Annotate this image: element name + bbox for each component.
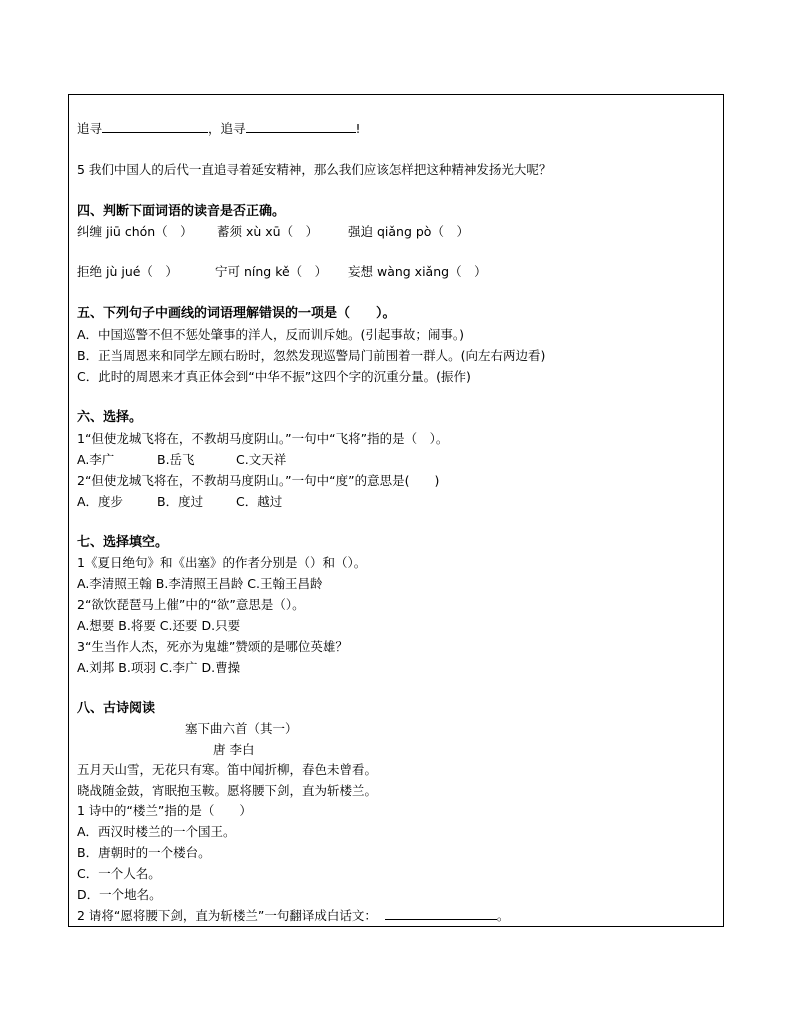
option-c: C．此时的周恩来才真正体会到“中华不振”这四个字的沉重分量。(振作) (77, 369, 471, 384)
pursuit-line (77, 119, 361, 138)
s6-question-2: 2“但使龙城飞将在，不教胡马度阴山。”一句中“度”的意思是( ) (77, 473, 440, 488)
pinyin-item: 纠缠 jiū chón（ ） (77, 224, 193, 239)
choice: C．越过 (236, 494, 283, 509)
s8-option-b: B．唐朝时的一个楼台。 (77, 845, 211, 860)
pinyin-item: 宁可 níng kě（ ） (215, 264, 328, 279)
translate-prompt: 2 请将“愿将腰下剑，直为斩楼兰”一句翻译成白话文： (77, 908, 377, 923)
s8-option-a: A．西汉时楼兰的一个国王。 (77, 824, 236, 839)
option-b: B．正当周恩来和同学左顾右盼时，忽然发现巡警局门前围着一群人。(向左右两边看) (77, 348, 546, 363)
question-5: 5 我们中国人的后代一直追寻着延安精神，那么我们应该怎样把这种精神发扬光大呢？ (77, 162, 552, 177)
s8-question-1: 1 诗中的“楼兰”指的是（ ） (77, 803, 252, 818)
s6-q2-options (77, 493, 282, 511)
s7-q3-options: A.刘邦 B.项羽 C.李广 D.曹操 (77, 660, 241, 675)
s7-question-1: 1《夏日绝句》和《出塞》的作者分别是（）和（）。 (77, 555, 367, 570)
s7-question-3: 3“生当作人杰，死亦为鬼雄”赞颂的是哪位英雄？ (77, 639, 348, 654)
choice: C.文天祥 (236, 452, 287, 467)
poem-verse-2: 晓战随金鼓，宵眠抱玉鞍。愿将腰下剑，直为斩楼兰。 (77, 783, 378, 798)
worksheet-frame (68, 94, 724, 927)
s7-q2-options: A.想要 B.将要 C.还要 D.只要 (77, 618, 241, 633)
choice: A.李广 (77, 452, 115, 467)
poem-title: 塞下曲六首（其一） (185, 721, 298, 736)
s7-question-2: 2“欲饮琵琶马上催”中的“欲”意思是（）。 (77, 597, 305, 612)
section-6-title: 六、选择。 (77, 410, 143, 425)
choice: A．度步 (77, 494, 124, 509)
translate-end: 。 (496, 908, 510, 923)
choice: B.岳飞 (157, 452, 195, 467)
pinyin-item: 妄想 wàng xiǎng（ ） (348, 264, 487, 279)
s6-q1-options (77, 451, 286, 469)
poem-verse-1: 五月天山雪，无花只有寒。笛中闻折柳，春色未曾看。 (77, 762, 378, 777)
translation-blank[interactable] (385, 906, 497, 920)
section-5-title: 五、下列句子中画线的词语理解错误的一项是（ ）。 (77, 306, 396, 321)
pinyin-row-2 (77, 263, 487, 281)
answer-blank-1[interactable] (102, 119, 208, 133)
s7-q1-options: A.李清照王翰 B.李清照王昌龄 C.王翰王昌龄 (77, 576, 323, 591)
section-8-title: 八、古诗阅读 (77, 701, 156, 716)
choice: B．度过 (157, 494, 204, 509)
pursuit-label-1: 追寻 (77, 121, 103, 136)
pursuit-end: ! (355, 121, 361, 136)
s8-option-d: D．一个地名。 (77, 887, 162, 902)
answer-blank-2[interactable] (246, 119, 356, 133)
option-a: A．中国巡警不但不惩处肇事的洋人，反而训斥她。(引起事故；闹事。) (77, 327, 465, 342)
s8-option-c: C．一个人名。 (77, 866, 161, 881)
pinyin-row-1 (77, 223, 469, 241)
s6-question-1: 1“但使龙城飞将在，不教胡马度阴山。”一句中“飞将”指的是（ ）。 (77, 431, 449, 446)
pursuit-label-2: ，追寻 (208, 121, 246, 136)
pinyin-item: 拒绝 jù jué（ ） (77, 264, 178, 279)
pinyin-item: 蓄须 xù xū（ ） (217, 224, 319, 239)
pinyin-item: 强迫 qiǎng pò（ ） (348, 224, 469, 239)
s8-question-2 (77, 906, 509, 925)
section-4-title: 四、判断下面词语的读音是否正确。 (77, 204, 286, 219)
poem-author: 唐 李白 (213, 742, 255, 757)
section-7-title: 七、选择填空。 (77, 535, 169, 550)
